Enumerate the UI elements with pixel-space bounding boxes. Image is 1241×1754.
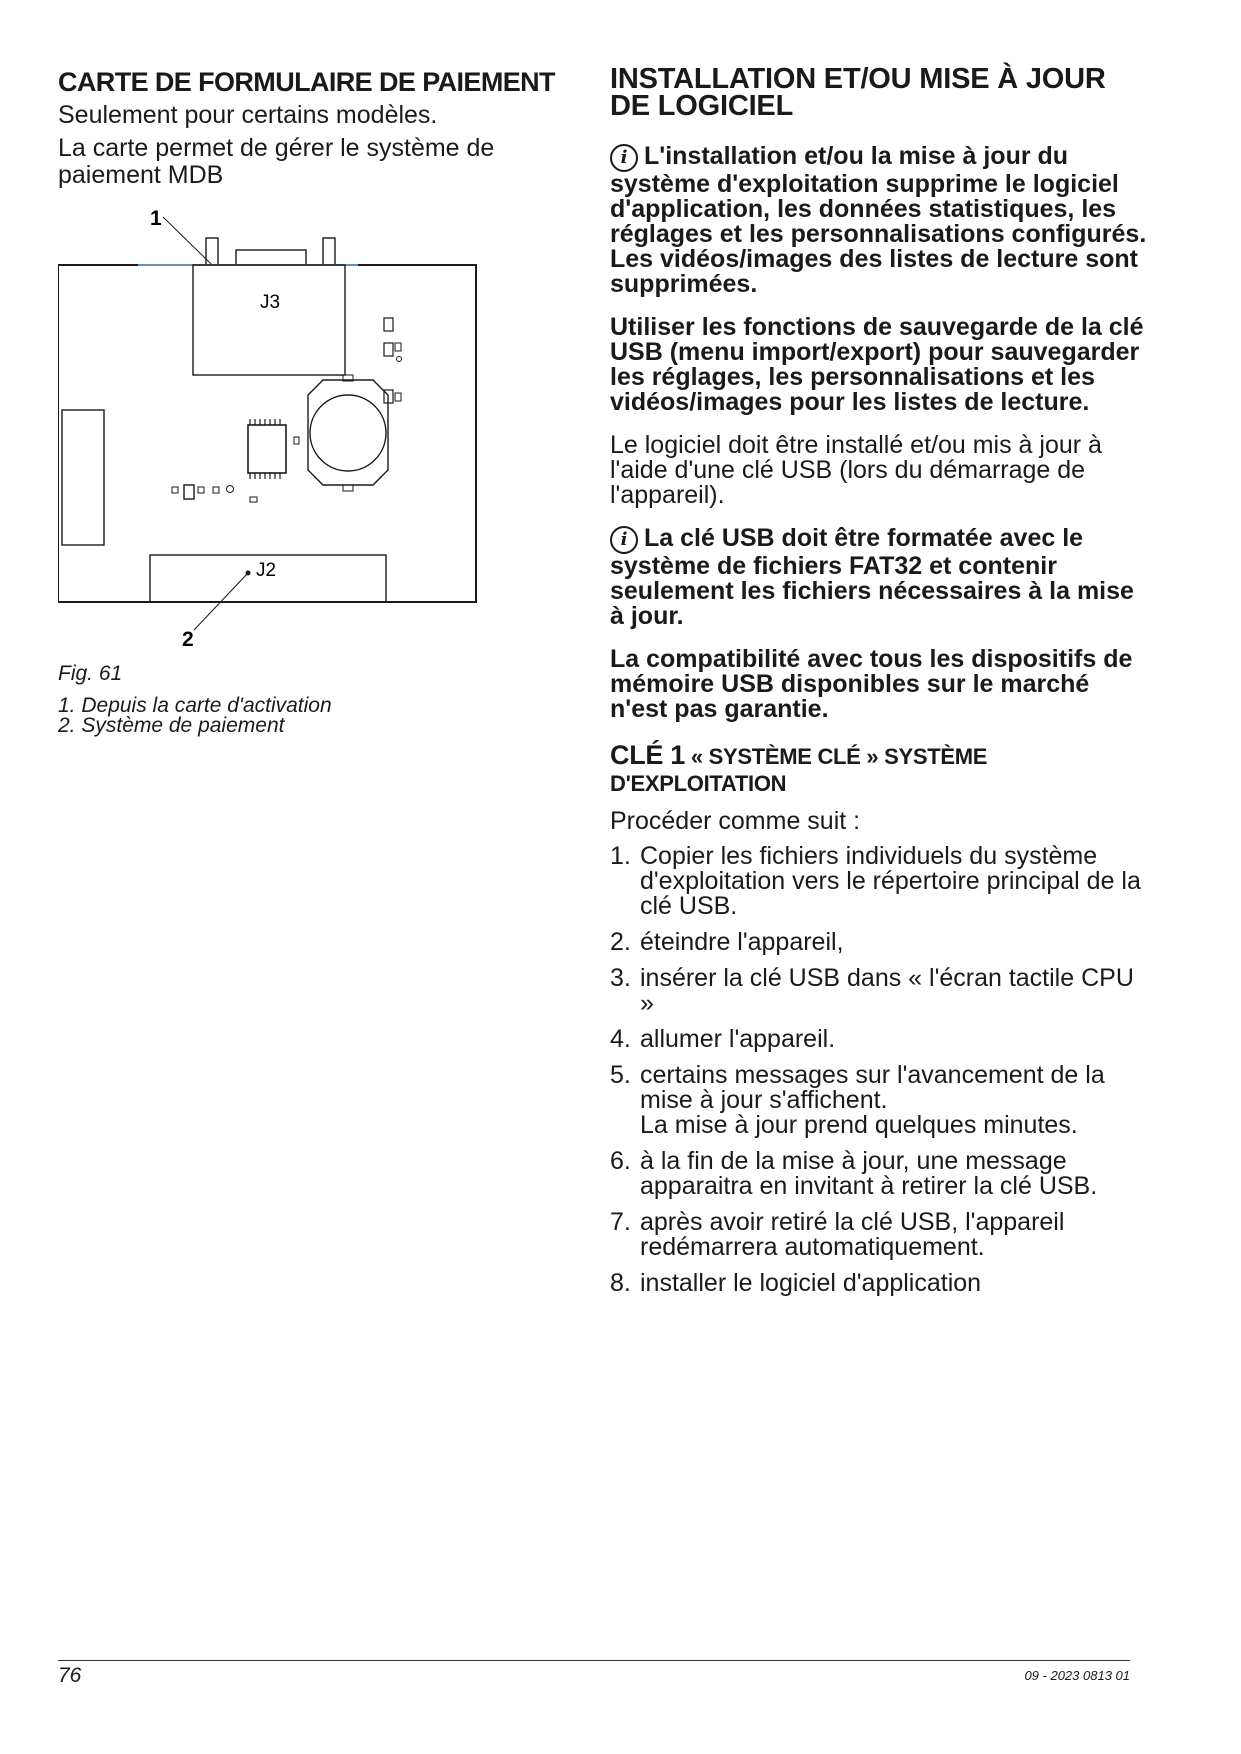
board-outline: [58, 265, 476, 602]
list-item: 4. allumer l'appareil.: [610, 1025, 836, 1053]
callout-2-label: 2: [182, 628, 194, 651]
left-column: [58, 66, 578, 195]
procedure-intro: Procéder comme suit :: [610, 807, 861, 835]
warning-usb-format-text: La clé USB doit être formatée avec le système de fichiers FAT32 et contenir seulement les fichiers nécessaires à la mise à jour.: [610, 524, 1134, 630]
warning-usb-format: [610, 526, 1150, 629]
subheading-key1-rest: « SYSTÈME CLÉ » SYSTÈME D'EXPLOITATION: [610, 744, 988, 796]
page-number: 76: [58, 1664, 82, 1687]
list-item: 2. éteindre l'appareil,: [610, 928, 844, 956]
list-item: 1. Copier les fichiers individuels du système d'exploitation vers le répertoire principal de la clé USB.: [610, 842, 1141, 920]
list-item: 8. installer le logiciel d'application: [610, 1269, 982, 1297]
subheading-key1: [610, 740, 1150, 797]
footer-rule: [58, 1660, 1130, 1661]
payment-board-figure: [58, 205, 488, 655]
info-icon: i: [610, 526, 638, 554]
warning-playlists-text: Les vidéos/images des listes de lecture sont supprimées.: [610, 245, 1138, 298]
subheading-key1-main: CLÉ 1: [610, 740, 686, 770]
card-description: La carte permet de gérer le système de paiement MDB: [58, 134, 495, 189]
warning-erase-text: L'installation et/ou la mise à jour du système d'exploitation supprime le logiciel d'application, les données statistiques, les réglages et les personnalisations configurés.: [610, 142, 1147, 248]
board-diagram: [58, 205, 488, 655]
j3-label: J3: [260, 292, 281, 313]
list-item: 7. après avoir retiré la clé USB, l'appareil redémarrera automatiquement.: [610, 1208, 1065, 1261]
right-column: [610, 63, 1150, 1307]
procedure-steps: [610, 844, 1150, 1296]
callout-1-label: 1: [150, 207, 162, 230]
figure-legend: [58, 696, 332, 736]
legend-item-1: 1. Depuis la carte d'activation: [58, 694, 332, 717]
list-item: 5. certains messages sur l'avancement de la mise à jour s'affichent. La mise à jour prend quelques minutes.: [610, 1061, 1105, 1139]
warning-erase: [610, 144, 1150, 297]
document-code: 09 - 2023 0813 01: [1024, 1668, 1130, 1683]
install-note: Le logiciel doit être installé et/ou mis à jour à l'aide d'une clé USB (lors du démarrage de l'appareil).: [610, 431, 1102, 509]
section-heading-software: INSTALLATION ET/OU MISE À JOUR DE LOGICIEL: [610, 63, 1106, 122]
section-heading-payment-card: CARTE DE FORMULAIRE DE PAIEMENT: [58, 67, 555, 97]
j2-label: J2: [256, 560, 277, 581]
models-note: Seulement pour certains modèles.: [58, 101, 438, 129]
figure-caption: Fig. 61: [58, 662, 123, 685]
compatibility-note: La compatibilité avec tous les dispositifs de mémoire USB disponibles sur le marché n'est pas garantie.: [610, 645, 1133, 723]
legend-item-2: 2. Système de paiement: [58, 714, 285, 737]
backup-note: Utiliser les fonctions de sauvegarde de la clé USB (menu import/export) pour sauvegarder les réglages, les personnalisations et les vidéos/images pour les listes de lecture.: [610, 313, 1144, 416]
list-item: 3. insérer la clé USB dans « l'écran tactile CPU »: [610, 964, 1134, 1017]
info-icon: i: [610, 144, 638, 172]
list-item: 6. à la fin de la mise à jour, une message apparaitra en invitant à retirer la clé USB.: [610, 1147, 1098, 1200]
